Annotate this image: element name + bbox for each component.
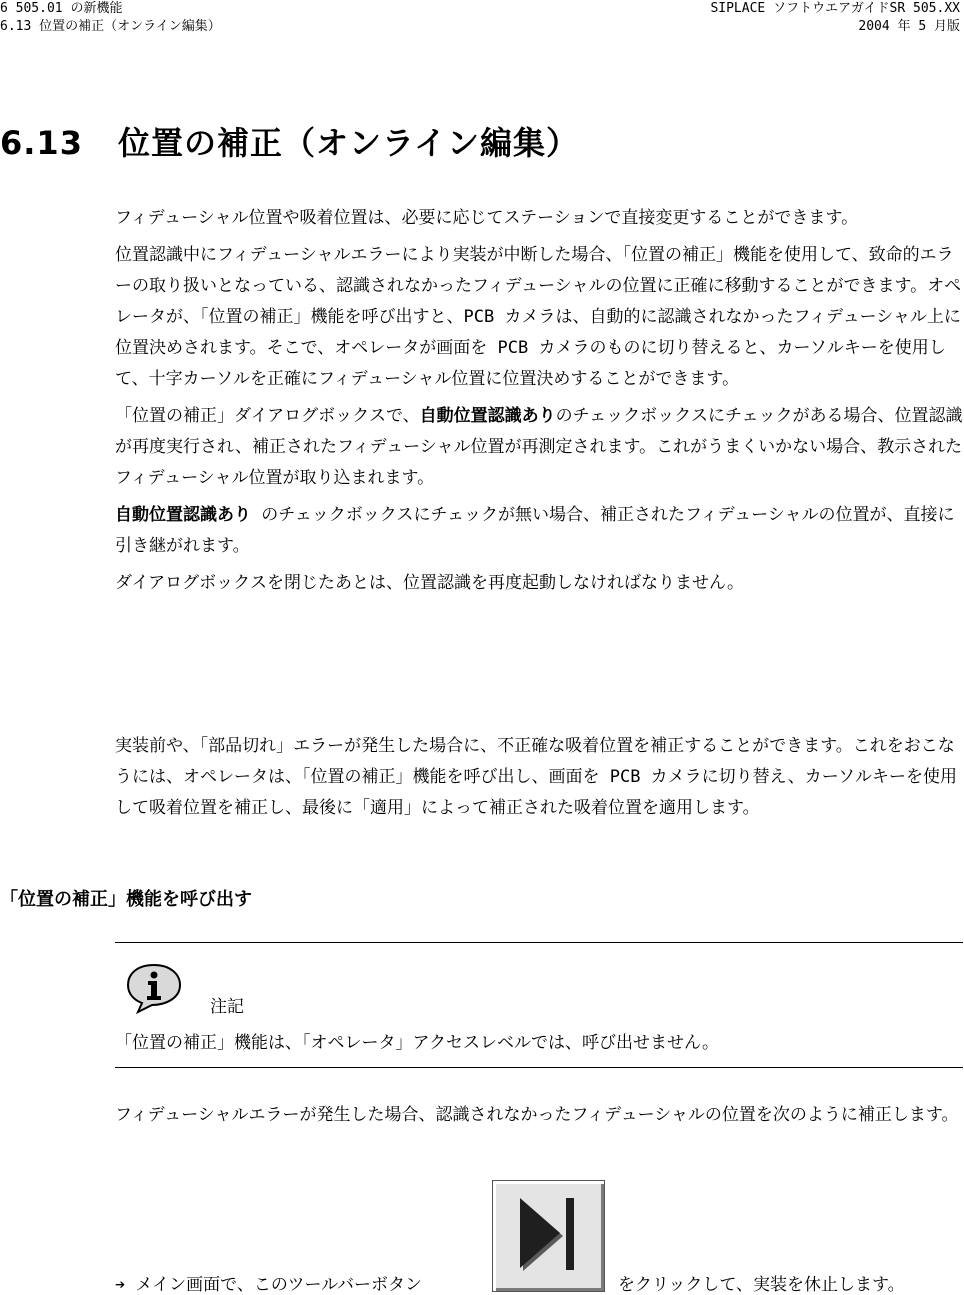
subsection-heading: 「位置の補正」機能を呼び出す bbox=[0, 889, 252, 910]
paragraph-3 bbox=[115, 401, 964, 494]
paragraph-1: フィデューシャル位置や吸着位置は、必要に応じてステーションで直接変更することができます。 bbox=[115, 208, 859, 228]
paragraph-fiducial-correction: フィデューシャルエラーが発生した場合、認識されなかったフィデューシャルの位置を次のように補正します。 bbox=[115, 1105, 959, 1125]
section-title: 位置の補正（オンライン編集） bbox=[118, 124, 580, 162]
paragraph-6: 実装前や、「部品切れ」エラーが発生した場合に、不正確な吸着位置を補正することができます。これをおこなうには、オペレータは、「位置の補正」機能を呼び出し、画面を PCB カメラに切り替え、カーソルキーを使用して吸着位置を補正し、最後に「適用」によって補正された吸着位置を適用します。 bbox=[115, 736, 958, 818]
paragraph-3-post: のチェックボックスにチェックがある場合、位置認識が再度実行され、補正されたフィデューシャル位置が再測定されます。これがうまくいかない場合、教示されたフィデューシャル位置が取り込まれます。 bbox=[115, 406, 963, 488]
section-heading bbox=[0, 118, 579, 164]
info-icon bbox=[124, 962, 184, 1014]
header-guide-title: SIPLACE ソフトウエアガイドSR 505.XX bbox=[710, 1, 960, 16]
note-bottom-rule bbox=[115, 1067, 963, 1068]
body-text bbox=[115, 203, 964, 605]
header-section: 6.13 位置の補正（オンライン編集） bbox=[0, 19, 221, 34]
pause-placement-toolbar-button[interactable] bbox=[492, 1180, 605, 1292]
header-chapter: 6 505.01 の新機能 bbox=[0, 1, 123, 16]
body-text-3 bbox=[115, 1100, 964, 1137]
auto-recognition-term: 自動位置認識あり bbox=[419, 406, 556, 426]
note-label: 注記 bbox=[210, 997, 244, 1017]
step-text-after: をクリックして、実装を休止します。 bbox=[618, 1275, 905, 1295]
body-text-2 bbox=[115, 731, 964, 830]
header-edition: 2004 年 5 月版 bbox=[858, 19, 960, 34]
note-text: 「位置の補正」機能は、「オペレータ」アクセスレベルでは、呼び出せません。 bbox=[115, 1033, 720, 1053]
play-stop-icon bbox=[493, 1181, 604, 1291]
section-number: 6.13 bbox=[0, 124, 83, 162]
auto-recognition-term: 自動位置認識あり bbox=[115, 505, 251, 525]
step-instruction: メイン画面で、このツールバーボタン bbox=[135, 1275, 422, 1295]
paragraph-4 bbox=[115, 500, 964, 562]
arrow-icon: ➔ bbox=[115, 1275, 126, 1295]
paragraph-3-pre: 「位置の補正」ダイアログボックスで、 bbox=[115, 406, 420, 426]
note-top-rule bbox=[115, 942, 963, 943]
paragraph-2: 位置認識中にフィデューシャルエラーにより実装が中断した場合、「位置の補正」機能を使用して、致命的エラーの取り扱いとなっている、認識されなかったフィデューシャルの位置に正確に移動することができます。オペレータが、「位置の補正」機能を呼び出すと、PCB カメラは、自動的に認識されなかったフィデューシャル上に位置決めされます。そこで、オペレータが画面を PCB カメラのものに切り替えると、カーソルキーを使用して、十字カーソルを正確にフィデューシャル位置に位置決めすることができます。 bbox=[115, 245, 962, 389]
step-text-before bbox=[115, 1270, 422, 1295]
paragraph-4-post: のチェックボックスにチェックが無い場合、補正されたフィデューシャルの位置が、直接に引き継がれます。 bbox=[115, 505, 955, 556]
paragraph-5: ダイアログボックスを閉じたあとは、位置認識を再度起動しなければなりません。 bbox=[115, 573, 744, 593]
